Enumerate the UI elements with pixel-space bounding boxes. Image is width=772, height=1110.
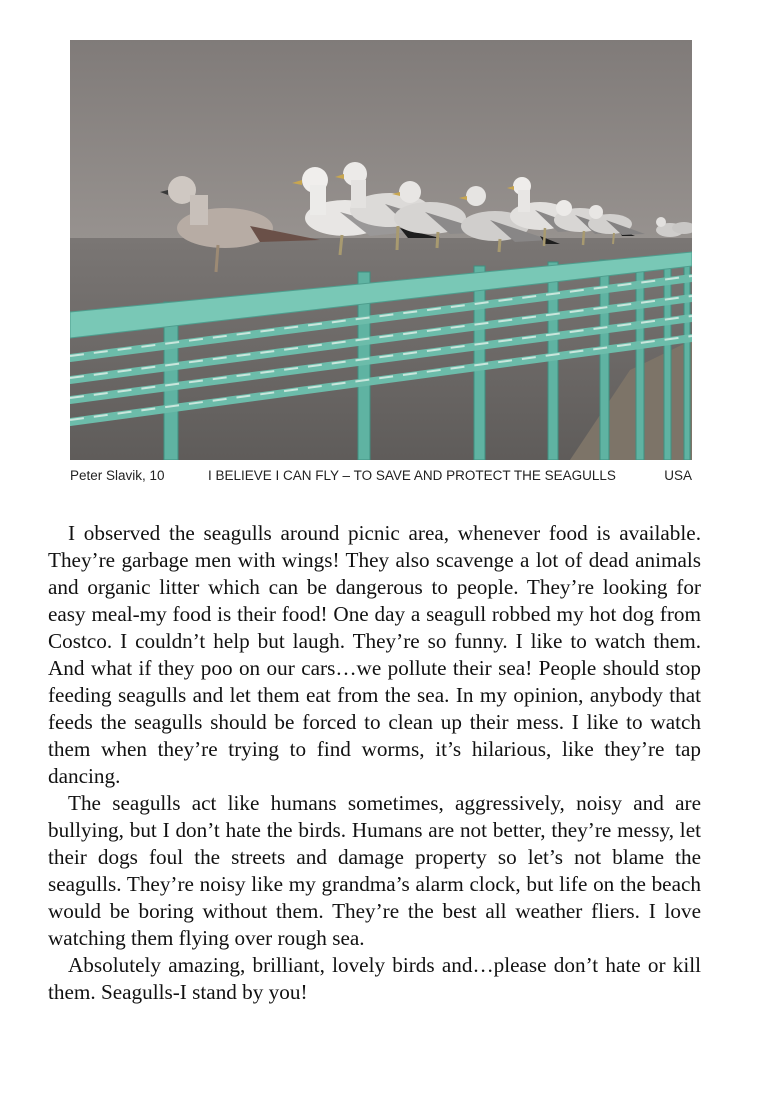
caption-author: Peter Slavik, 10 [70,468,165,483]
essay-body [48,520,701,1006]
caption-country: USA [664,468,692,483]
essay-paragraph-2: The seagulls act like humans sometimes, aggressively, noisy and are bullying, but I don’t hate the birds. Humans are not better, they’re messy, let their dogs foul the streets and damage property so let’s not blame the seagulls. They’re noisy like my grandma’s alarm clock, but life on the beach would be boring without them. They’re the best all weather fliers. I love watching them flying over rough sea. [48,791,701,950]
seagull-photo-illustration [70,40,692,460]
seagull-photo [70,40,692,460]
caption-title: I BELIEVE I CAN FLY – TO SAVE AND PROTECT THE SEAGULLS [208,468,616,483]
essay-paragraph-1: I observed the seagulls around picnic area, whenever food is available. They’re garbage men with wings! They also scavenge a lot of dead animals and organic litter which can be dangerous to people. They’re looking for easy meal-my food is their food! One day a seagull robbed my hot dog from Costco. I couldn’t help but laugh. They’re so funny. I like to watch them. And what if they poo on our cars…we pollute their sea! People should stop feeding seagulls and let them eat from the sea. In my opinion, anybody that feeds the seagulls should be forced to clean up their mess. I like to watch them when they’re trying to find worms, it’s hilarious, like they’re tap dancing. [48,521,701,788]
essay-paragraph-3: Absolutely amazing, brilliant, lovely birds and…please don’t hate or kill them. Seagulls-I stand by you! [48,953,701,1004]
